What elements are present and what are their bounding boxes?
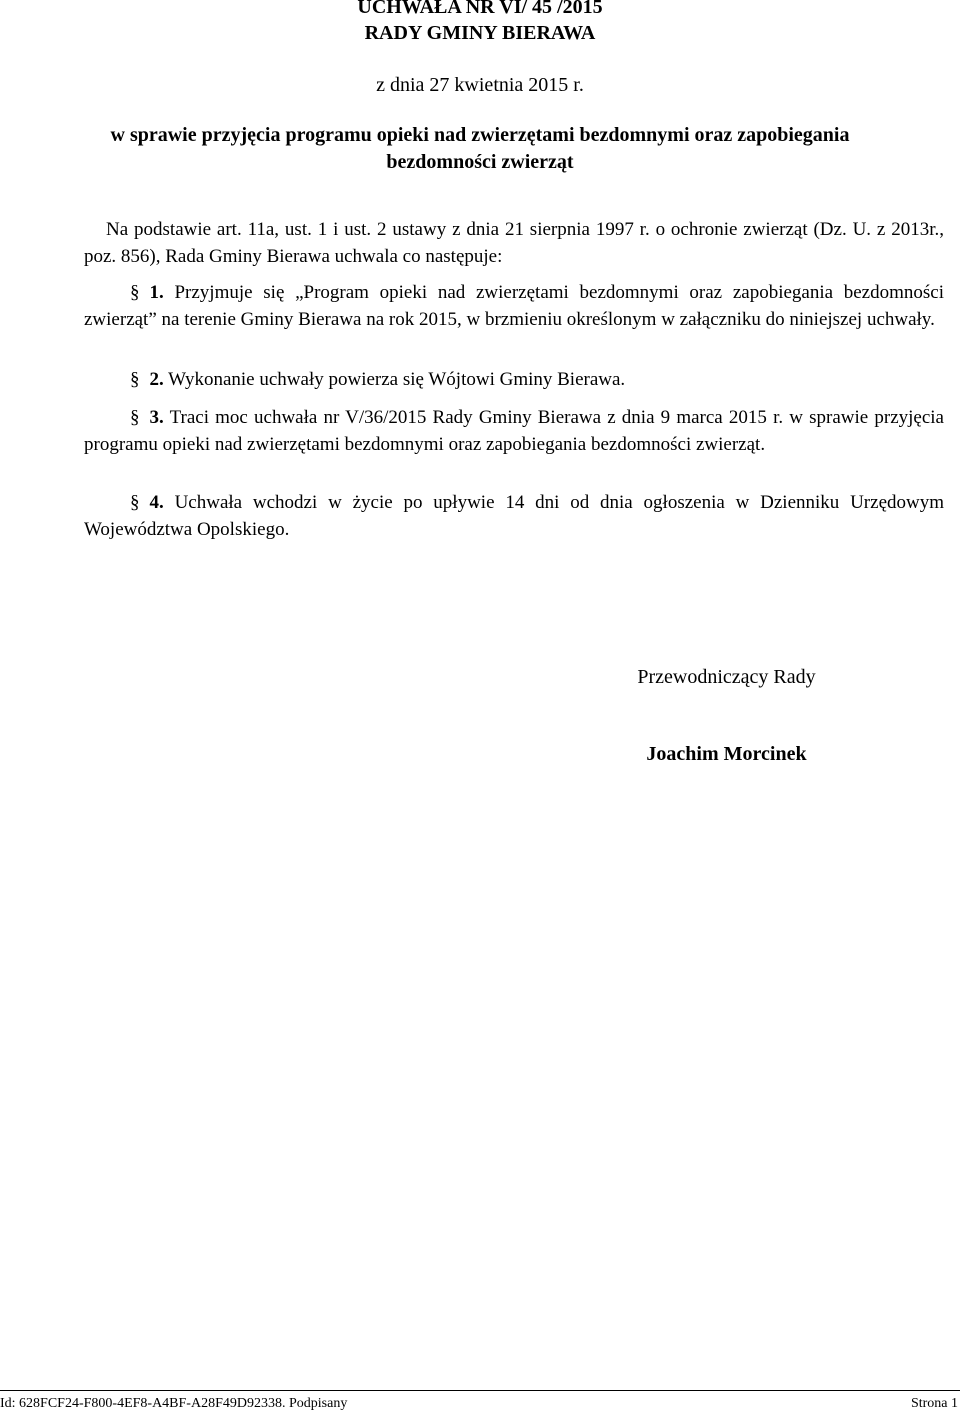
section-symbol: § bbox=[130, 369, 140, 390]
section-text: Uchwała wchodzi w życie po upływie 14 dni od dnia ogłoszenia w Dzienniku Urzędowym Województwa Opolskiego. bbox=[84, 492, 945, 540]
section-symbol: § bbox=[130, 492, 140, 513]
section-4 bbox=[84, 490, 944, 543]
legal-basis-paragraph: Na podstawie art. 11a, ust. 1 i ust. 2 ustawy z dnia 21 sierpnia 1997 r. o ochronie zwierząt (Dz. U. z 2013r., poz. 856), Rada Gminy Bierawa uchwala co następuje: bbox=[84, 219, 944, 267]
document-id: Id: 628FCF24-F800-4EF8-A4BF-A28F49D92338. Podpisany bbox=[0, 1396, 348, 1411]
signature-role: Przewodniczący Rady bbox=[637, 666, 816, 688]
section-number: 4. bbox=[149, 492, 164, 513]
section-number: 3. bbox=[149, 407, 164, 428]
page-footer bbox=[0, 1390, 960, 1416]
signature-name: Joachim Morcinek bbox=[646, 743, 807, 765]
section-text: Traci moc uchwała nr V/36/2015 Rady Gminy Bierawa z dnia 9 marca 2015 r. w sprawie przyjęcia programu opieki nad zwierzętami bezdomnymi oraz zapobiegania bezdomności zwierząt. bbox=[84, 407, 944, 455]
page-number: Strona 1 bbox=[910, 1396, 958, 1411]
section-text: Wykonanie uchwały powierza się Wójtowi Gminy Bierawa. bbox=[168, 369, 626, 390]
section-3 bbox=[84, 405, 944, 458]
resolution-number: UCHWAŁA NR VI/ 45 /2015 bbox=[357, 0, 603, 18]
resolution-date: z dnia 27 kwietnia 2015 r. bbox=[376, 74, 584, 96]
section-number: 1. bbox=[149, 282, 164, 303]
subject-line-1: w sprawie przyjęcia programu opieki nad zwierzętami bezdomnymi oraz zapobiegania bbox=[110, 124, 850, 146]
section-2 bbox=[84, 367, 944, 394]
section-symbol: § bbox=[130, 282, 140, 303]
section-text: Przyjmuje się „Program opieki nad zwierzętami bezdomnymi oraz zapobiegania bezdomności zwierząt” na terenie Gminy Bierawa na rok 2015, w brzmieniu określonym w załączniku do niniejszej uchwały. bbox=[84, 282, 945, 330]
section-number: 2. bbox=[149, 369, 164, 390]
subject-line-2: bezdomności zwierząt bbox=[386, 151, 574, 173]
section-1 bbox=[84, 280, 944, 333]
council-name: RADY GMINY BIERAWA bbox=[364, 22, 596, 44]
section-symbol: § bbox=[130, 407, 140, 428]
